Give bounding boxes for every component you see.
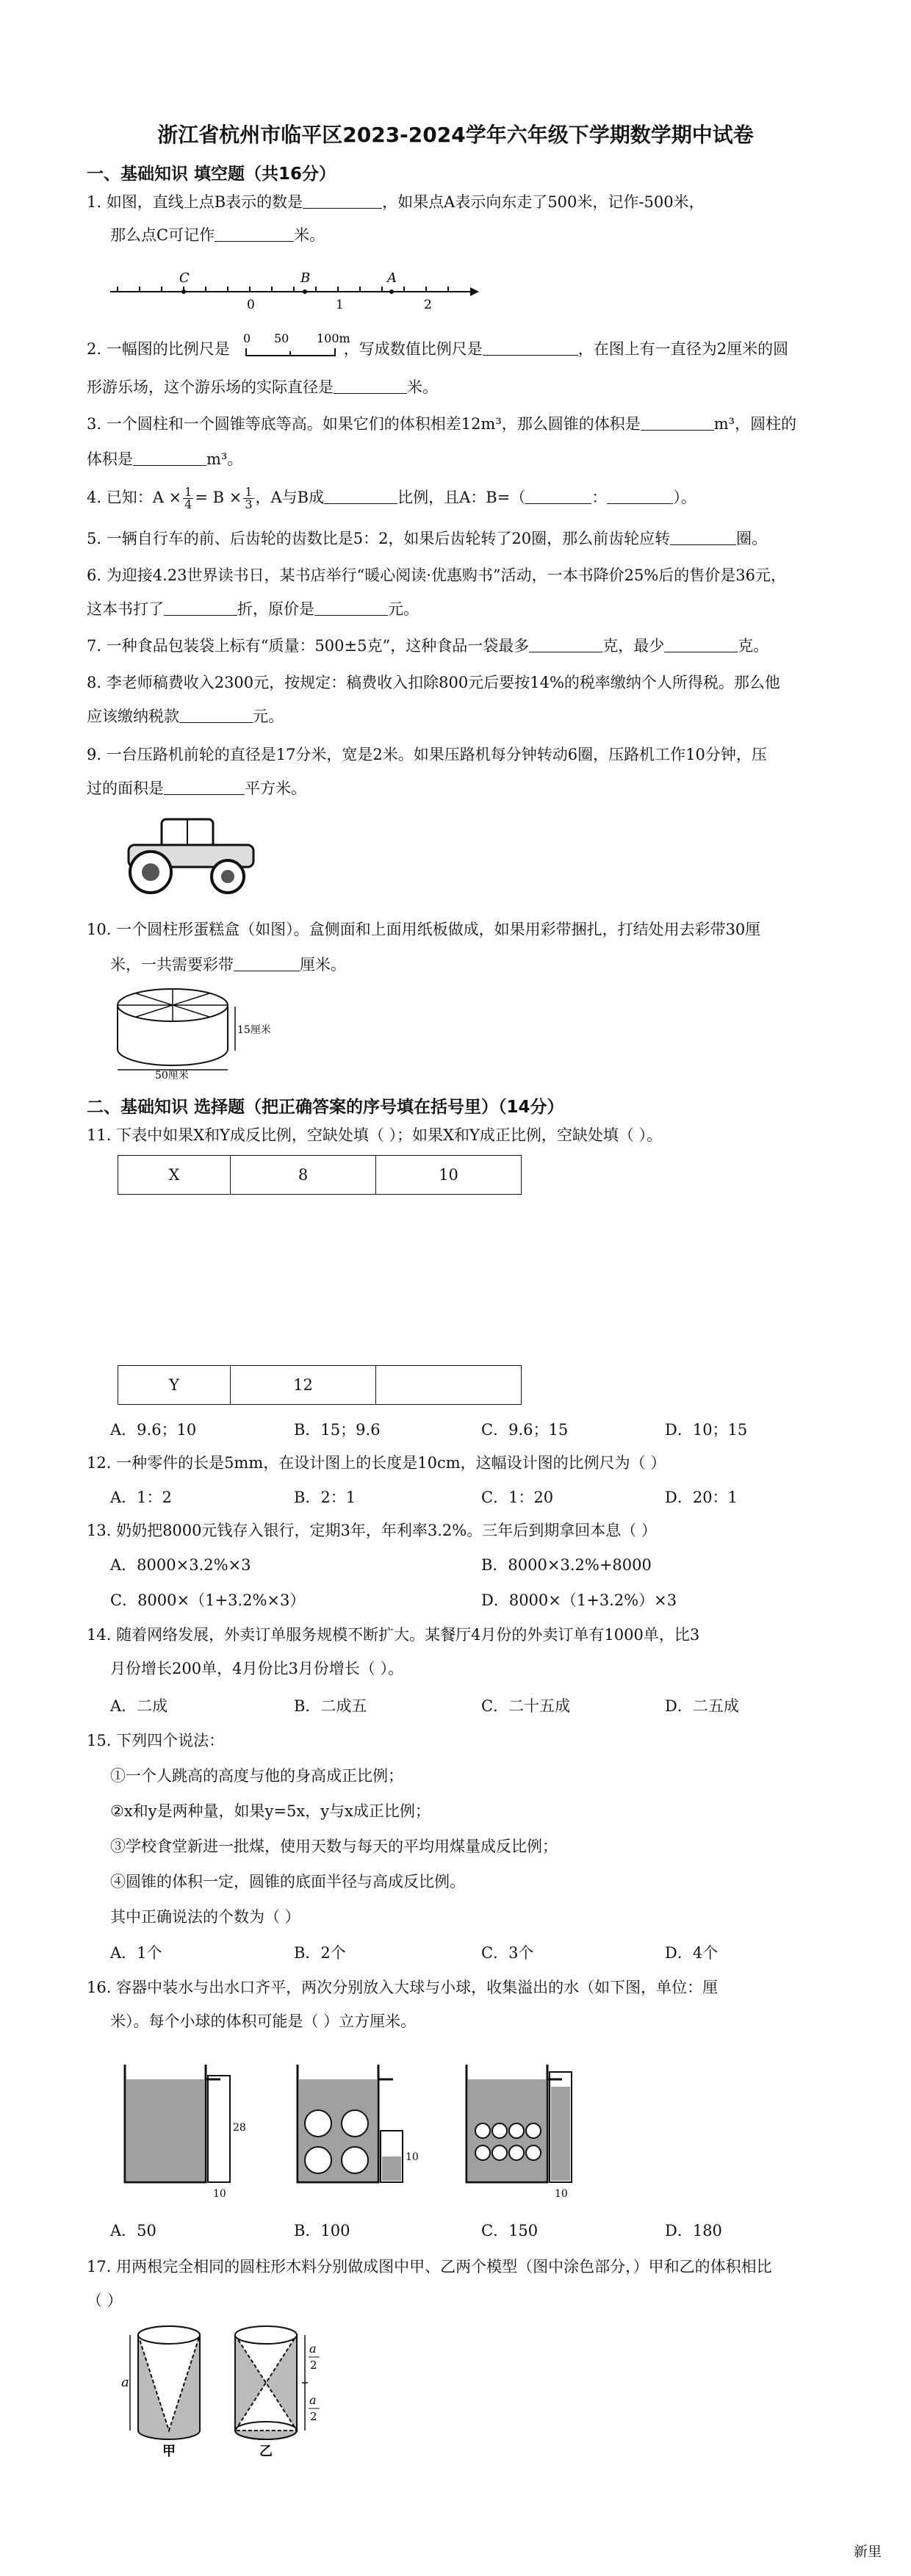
q4-line: [87, 486, 851, 511]
q17-line1: 17. 用两根完全相同的圆柱形木料分别做成图中甲、乙两个模型（图中涂色部分，）甲和乙的体积相比: [87, 2258, 772, 2275]
q15-ask: 其中正确说法的个数为（ ）: [110, 1908, 300, 1926]
q12-option-c[interactable]: C．1：20: [481, 1489, 554, 1506]
q1-text-d: 米。: [294, 226, 325, 244]
q5-text-a: 5. 一辆自行车的前、后齿轮的齿数比是5：2，如果后齿轮转了20圈，那么前齿轮应转: [87, 530, 671, 547]
small-ball: [509, 2145, 524, 2160]
q7-text-b: 克，最少: [602, 637, 665, 655]
big-ball: [305, 2110, 331, 2137]
q16-option-c[interactable]: C．150: [481, 2222, 539, 2239]
small-ball: [492, 2123, 507, 2138]
small-ball: [475, 2123, 490, 2138]
q8-line2: [87, 705, 851, 727]
q1-text-c: 那么点C可记作: [110, 226, 215, 244]
q8-line1: 8. 李老师稿费收入2300元，按规定：稿费收入扣除800元后要按14%的税率缴纳个人所得税。那么他: [87, 674, 780, 691]
label-1: 1: [336, 298, 344, 312]
q6-blank-2[interactable]: [314, 599, 388, 616]
q15-text: 15. 下列四个说法：: [87, 1732, 225, 1749]
container-1: [125, 2065, 246, 2200]
cell: 10: [376, 1156, 522, 1195]
q15-item-3: ③学校食堂新进一批煤，使用天数与每天的平均用煤量成反比例；: [110, 1838, 558, 1855]
q1-blank-1[interactable]: [303, 192, 382, 209]
q1-line1: [87, 191, 851, 213]
q14-line1: 14. 随着网络发展，外卖订单服务规模不断扩大。某餐厅4月份的外卖订单有1000单，比3: [87, 1626, 700, 1644]
q16-containers-illustration: [121, 2057, 635, 2204]
big-ball: [342, 2110, 368, 2137]
q1-text-b: ，如果点A表示向东走了500米，记作-500米，: [382, 193, 705, 211]
q5-line: [87, 528, 851, 550]
q9-text-a: 过的面积是: [87, 780, 164, 797]
yi-top-den: 2: [310, 2359, 317, 2372]
cell: Y: [118, 1366, 231, 1405]
label-b: B: [300, 270, 311, 286]
cake-height-label: 15厘米: [237, 1024, 271, 1036]
page-title: 浙江省杭州市临平区2023-2024学年六年级下学期数学期中试卷: [157, 123, 754, 147]
q3-text-b: m³，圆柱的: [713, 415, 797, 433]
q7-text-a: 7. 一种食品包装袋上标有“质量：500±5克”，这种食品一袋最多: [87, 637, 530, 655]
q8-text-b: 元。: [253, 708, 284, 725]
q15-item-4: ④圆锥的体积一定，圆锥的底面半径与高成反比例。: [110, 1873, 465, 1890]
q6-blank-1[interactable]: [164, 599, 237, 616]
q17-models-illustration: [121, 2322, 342, 2461]
q4-text-b: = B ×: [195, 489, 242, 506]
q1-text-a: 1. 如图，直线上点B表示的数是: [87, 193, 303, 211]
q13-text: 13. 奶奶把8000元钱存入银行，定期3年，年利率3.2%。三年后到期拿回本息（ ）: [87, 1522, 657, 1539]
q3-line2: [87, 448, 851, 470]
model-jia: [121, 2326, 200, 2459]
q12-option-b[interactable]: B．2：1: [294, 1489, 356, 1506]
q1-number-line: [110, 272, 492, 316]
q1-line2: [110, 224, 874, 246]
q12-option-d[interactable]: D．20：1: [665, 1489, 738, 1506]
q7-blank-1[interactable]: [529, 636, 602, 652]
q4-text-a: 4. 已知：A ×: [87, 489, 182, 506]
number-line-ticks: [118, 287, 448, 292]
label-2: 2: [424, 298, 432, 312]
q2-text-e: 米。: [407, 378, 438, 396]
q6-text-c: 元。: [388, 600, 419, 618]
container-1-width-label: 10: [213, 2188, 226, 2200]
q3-line1: [87, 413, 851, 435]
q14-option-c[interactable]: C．二十五成: [481, 1697, 571, 1715]
q16-option-a[interactable]: A．50: [110, 2222, 156, 2239]
q9-text-b: 平方米。: [245, 780, 306, 797]
yi-top-num: a: [309, 2342, 317, 2356]
q5-blank[interactable]: [670, 528, 736, 545]
q2-line2: [87, 376, 851, 398]
q15-option-a[interactable]: A．1个: [110, 1944, 162, 1962]
q6-text-b: 折，原价是: [237, 600, 314, 618]
q1-blank-2[interactable]: [215, 225, 294, 242]
q10-line2: [110, 954, 874, 976]
q4-blank-2[interactable]: [525, 487, 591, 504]
q2-text-c: ，在图上有一直径为2厘米的圆: [577, 340, 789, 358]
container-3-width-label: 10: [555, 2188, 568, 2200]
q2-text-d: 形游乐场，这个游乐场的实际直径是: [87, 378, 334, 396]
jia-height-label: a: [121, 2375, 129, 2390]
q4-text-e: ：: [591, 489, 608, 506]
q11-text: 11. 下表中如果X和Y成反比例，空缺处填（ ）；如果X和Y成正比例，空缺处填（ ）。: [87, 1126, 663, 1144]
q3-text-c: 体积是: [87, 450, 133, 468]
section1-heading: 一、基础知识 填空题（共16分）: [87, 165, 336, 184]
q2-line1: [87, 338, 851, 360]
q13-option-b[interactable]: B．8000×3.2%+8000: [481, 1556, 652, 1574]
q4-blank-3[interactable]: [607, 487, 673, 504]
q14-option-b[interactable]: B．二成五: [294, 1697, 367, 1715]
small-ball: [526, 2123, 541, 2138]
q16-line2: 米）。每个小球的体积可能是（ ）立方厘米。: [110, 2012, 417, 2030]
big-ball: [305, 2147, 331, 2173]
q14-option-d[interactable]: D．二五成: [665, 1697, 739, 1715]
q8-text-a: 应该缴纳税款: [87, 708, 179, 725]
scale-label-0: 0: [243, 331, 251, 345]
q11-option-b[interactable]: B．15；9.6: [294, 1421, 381, 1439]
point-b: [303, 289, 307, 294]
q7-text-c: 克。: [738, 637, 769, 655]
cell: 8: [231, 1156, 376, 1195]
yi-bottom-den: 2: [310, 2410, 317, 2423]
label-0: 0: [247, 298, 255, 312]
point-a: [389, 289, 394, 294]
q3-text-a: 3. 一个圆柱和一个圆锥等底等高。如果它们的体积相差12m³，那么圆锥的体积是: [87, 415, 641, 433]
q15-option-c[interactable]: C．3个: [481, 1944, 534, 1962]
q6-text-a: 这本书打了: [87, 600, 164, 618]
cake-box-illustration: [114, 985, 276, 1080]
q4-fraction-2: $\frac{1}{3}$: [245, 485, 253, 511]
q16-line1: 16. 容器中装水与出水口齐平，两次分别放入大球与小球，收集溢出的水（如下图，单位：厘: [87, 1979, 719, 1996]
q12-text: 12. 一种零件的长是5mm，在设计图上的长度是10cm，这幅设计图的比例尺为（ ）: [87, 1454, 666, 1472]
q5-text-b: 圈。: [736, 530, 768, 547]
q2-blank-2[interactable]: [334, 377, 407, 394]
q3-text-d: m³。: [206, 450, 243, 468]
q15-option-d[interactable]: D．4个: [665, 1944, 719, 1962]
q4-text-f: ）。: [673, 489, 696, 506]
small-ball: [475, 2145, 490, 2160]
q12-option-a[interactable]: A．1：2: [110, 1489, 172, 1506]
jia-label: 甲: [162, 2444, 176, 2459]
q6-line2: [87, 598, 851, 620]
q13-option-d[interactable]: D．8000×（1+3.2%）×3: [481, 1591, 677, 1609]
label-c: C: [179, 270, 190, 286]
yi-label: 乙: [259, 2444, 273, 2459]
q16-option-d[interactable]: D．180: [665, 2222, 722, 2239]
q14-line2: 月份增长200单，4月份比3月份增长（ ）。: [110, 1660, 403, 1677]
scale-label-50: 50: [274, 331, 289, 345]
q11-option-d[interactable]: D．10；15: [665, 1421, 748, 1439]
q4-text-c: ，A与B成: [255, 489, 325, 506]
small-ball: [492, 2145, 507, 2160]
number-line-arrow: [470, 287, 479, 296]
scale-bar-line: [246, 348, 335, 356]
q15-item-1: ①一个人跳高的高度与他的身高成正比例；: [110, 1767, 403, 1785]
q10-text-a: 米，一共需要彩带: [110, 956, 234, 974]
small-ball: [509, 2123, 524, 2138]
q8-blank[interactable]: [179, 706, 253, 723]
cell-empty[interactable]: [376, 1366, 522, 1405]
q2-text-b: ，写成数值比例尺是: [343, 340, 483, 358]
q2-text-a: 2. 一幅图的比例尺是: [87, 340, 230, 358]
q4-blank-1[interactable]: [324, 487, 397, 504]
cell: X: [118, 1156, 231, 1195]
q11-option-c[interactable]: C．9.6；15: [481, 1421, 569, 1439]
q3-blank-2[interactable]: [133, 449, 206, 466]
road-roller-illustration: [118, 812, 264, 900]
q10-text-b: 厘米。: [300, 956, 346, 974]
container-2: [298, 2065, 419, 2182]
label-a: A: [387, 270, 397, 286]
scale-label-100m: 100m: [317, 331, 350, 345]
container-3: [467, 2065, 572, 2200]
q13-option-a[interactable]: A．8000×3.2%×3: [110, 1556, 251, 1574]
cake-diameter-label: 50厘米: [155, 1070, 189, 1082]
q10-line1: 10. 一个圆柱形蛋糕盒（如图）。盒侧面和上面用纸板做成，如果用彩带捆扎，打结处用去彩带30厘: [87, 921, 761, 938]
q15-item-2: ②x和y是两种量，如果y=5x，y与x成正比例；: [110, 1802, 431, 1820]
model-yi: [235, 2326, 320, 2459]
q10-blank[interactable]: [234, 954, 300, 971]
q3-blank-1[interactable]: [641, 414, 714, 431]
q9-blank[interactable]: [164, 778, 245, 795]
yi-bottom-num: a: [309, 2393, 317, 2407]
q17-line2: （ ）: [87, 2292, 123, 2309]
section2-heading: 二、基础知识 选择题（把正确答案的序号填在括号里）（14分）: [87, 1098, 564, 1117]
container-2-height-label: 10: [406, 2151, 419, 2163]
cell: 12: [231, 1366, 376, 1405]
q7-blank-2[interactable]: [664, 636, 738, 652]
q2-scale-bar: [243, 332, 353, 361]
q11-option-a[interactable]: A．9.6；10: [110, 1421, 197, 1439]
big-ball: [342, 2147, 368, 2173]
q11-table-x: [118, 1155, 522, 1195]
small-ball: [526, 2145, 541, 2160]
q6-line1: 6. 为迎接4.23世界读书日，某书店举行“暖心阅读·优惠购书”活动，一本书降价25%后的售价是36元，: [87, 566, 787, 584]
q9-line2: [87, 777, 851, 799]
q2-blank-1[interactable]: [483, 339, 578, 356]
container-1-height-label: 28: [233, 2122, 246, 2134]
point-c: [181, 289, 186, 294]
q15-option-b[interactable]: B．2个: [294, 1944, 346, 1962]
q14-option-a[interactable]: A．二成: [110, 1697, 168, 1715]
q16-option-b[interactable]: B．100: [294, 2222, 350, 2239]
page-footer: 新里: [853, 2544, 882, 2560]
q4-fraction-1: $\frac{1}{4}$: [184, 485, 192, 511]
q13-option-c[interactable]: C．8000×（1+3.2%×3）: [110, 1591, 306, 1609]
q4-text-d: 比例，且A：B=（: [397, 489, 526, 506]
q11-table-y: [118, 1365, 522, 1405]
q7-line: [87, 635, 851, 657]
q9-line1: 9. 一台压路机前轮的直径是17分米，宽是2米。如果压路机每分钟转动6圈，压路机工作10分钟，压: [87, 746, 767, 763]
